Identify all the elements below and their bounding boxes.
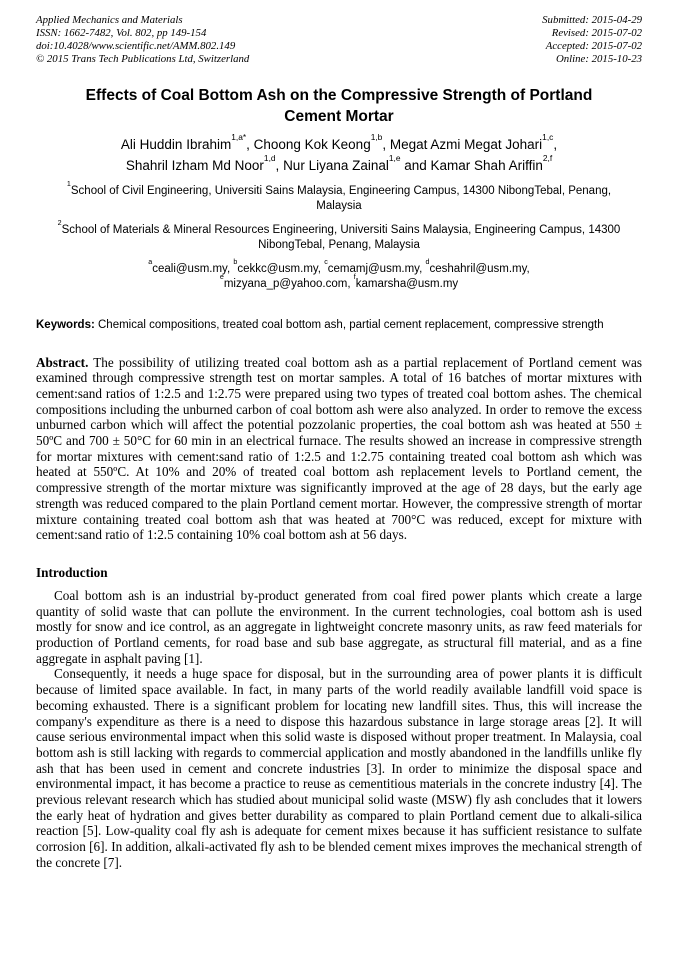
author-list: [36, 131, 642, 176]
affiliation-sup: 2: [57, 218, 62, 227]
author-affil-sup: 1,e: [388, 152, 401, 163]
author-affil-sup: 1,b: [370, 131, 383, 142]
author-affil-sup: 1,d: [263, 152, 276, 163]
author-affil-sup: 2,f: [542, 152, 553, 163]
email-sup: a: [148, 257, 153, 266]
author-affil-sup: 1,a*: [231, 131, 247, 142]
abstract-label: Abstract.: [36, 354, 89, 370]
abstract: [36, 355, 642, 543]
journal-header: [36, 14, 642, 66]
email-sup: f: [353, 272, 356, 281]
journal-issn-volume: ISSN: 1662-7482, Vol. 802, pp 149-154: [36, 27, 207, 39]
email: $^d$ceshahril@usm.my,: [425, 257, 530, 275]
section-heading-introduction: Introduction: [36, 564, 108, 580]
author: Nur Liyana Zainal$^{1,e}$ and: [283, 152, 431, 173]
email-list: [52, 257, 627, 292]
online-date: Online: 2015-10-23: [555, 53, 642, 65]
submitted-date: Submitted: 2015-04-29: [542, 14, 642, 26]
email: $^f$kamarsha@usm.my: [353, 272, 459, 290]
introduction-paragraph-2: Consequently, it needs a huge space for disposal, but in the surrounding area of power plants it is difficult because of limited space available. In fact, in many parts of the world readily available landfill void space is becoming exhausted. There is a significant problem for locating new landfill sites. Thus, this will increase the company's expenditure as there is a need to dispose this hazardous substance in large storage areas [2]. It will cause serious environmental impact when this solid waste is disposed without proper treatment. In Malaysia, coal bottom ash is still lacking with regards to commercial application and mostly abandoned in the landfills unlike fly ash that has been used in cement and concrete industries [3]. In order to minimize the disposal space and environmental impact, it has become a practice to reuse as cementitious materials in the concrete industry [4]. The previous relevant research which has studied about municipal solid waste (MSW) fly ash concludes that it lowers the early heat of hydration and gives better durability as compared to plain Portland cement due to alkali-silica reaction [5]. Low-quality coal fly ash is adequate for cement mixes because it has sufficient resistance to sulfate corrosion [6]. In addition, alkali-activated fly ash to be blended cement mixes improves the mechanical strength of the concrete [7].: [36, 666, 642, 870]
keywords-text: Chemical compositions, treated coal bottom ash, partial cement replacement, compressive strength: [98, 319, 604, 331]
accepted-date: Accepted: 2015-07-02: [545, 40, 642, 52]
submission-dates-block: [542, 14, 642, 66]
email-sup: b: [233, 257, 238, 266]
author: Kamar Shah Ariffin$^{2,f}$: [430, 152, 553, 173]
author-affil-sup: 1,c: [542, 131, 554, 142]
email: $^e$mizyana_p@yahoo.com,: [219, 272, 354, 290]
journal-doi: doi:10.4028/www.scientific.net/AMM.802.149: [36, 40, 236, 52]
revised-date: Revised: 2015-07-02: [551, 27, 642, 39]
email-sup: d: [425, 257, 430, 266]
affiliation-2: $^2$School of Materials & Mineral Resources Engineering, Universiti Sains Malaysia, Engineering Campus, 14300 NibongTebal, Penang, Malaysia: [57, 218, 621, 251]
keywords-line: [36, 318, 642, 334]
email: $^c$cemamj@usm.my,: [324, 257, 426, 275]
journal-copyright: © 2015 Trans Tech Publications Ltd, Switzerland: [36, 53, 250, 65]
journal-info-block: [36, 14, 249, 66]
paper-title: Effects of Coal Bottom Ash on the Compressive Strength of Portland Cement Mortar: [85, 87, 593, 125]
journal-name: Applied Mechanics and Materials: [36, 14, 183, 26]
author: Shahril Izham Md Noor$^{1,d}$,: [125, 152, 284, 173]
email-sup: c: [324, 257, 328, 266]
email: $^b$cekkc@usm.my,: [233, 257, 325, 275]
author: Megat Azmi Megat Johari$^{1,c}$,: [389, 131, 558, 152]
introduction-paragraph-1: Coal bottom ash is an industrial by-product generated from coal fired power plants which create a large quantity of solid waste that can pollute the environment. In the current technologies, coal bottom ash is used mostly for snow and ice control, as an aggregate in lightweight concrete masonry units, as raw feed materials for production of Portland cements, for road base and sub base aggregate, as structural fill material, and as a fine aggregate in asphalt paving [1].: [36, 587, 642, 666]
affiliation-1: $^1$School of Civil Engineering, Universiti Sains Malaysia, Engineering Campus, 14300 NibongTebal, Penang, Malaysia: [66, 179, 612, 212]
keywords-label: Keywords:: [36, 319, 95, 331]
affiliation-sup: 1: [66, 179, 71, 188]
email-sup: e: [219, 272, 224, 281]
email: $^a$ceali@usm.my,: [148, 257, 234, 275]
abstract-text: The possibility of utilizing treated coal bottom ash as a partial replacement of Portland cement was examined through compressive strength test on mortar samples. A total of 16 batches of mortar mixtures with cement:sand ratios of 1:2.5 and 1:2.75 were prepared using two types of treated coal bottom ashes. The chemical compositions including the unburned carbon of coal bottom ash were also analyzed. In order to remove the excess unburned carbon which will affect the potential pozzolanic properties, the coal bottom ash was heated at 550 ± 50ºC and 700 ± 50°C for 60 min in an electrical furnace. The results showed an increase in compressive strength for mortar mixtures with cement:sand ratio of 1:2.5 and 1:2.75 containing treated coal bottom ash which was heated at 550ºC. At 10% and 20% of treated coal bottom ash replacement levels to Portland cement, the compressive strength of the mortar mixture was significantly improved at the age of 28 days, but the early age strength was reduced compared to the plain Portland cement mortar. However, the compressive strength of mortar mixture containing treated coal bottom ash that was heated at 700°C was reduced, except for mixture with cement:sand ratio of 1:2.5 containing 10% coal bottom ash at 56 days.: [36, 354, 642, 543]
author: Ali Huddin Ibrahim$^{1,a*}$,: [120, 131, 254, 152]
author: Choong Kok Keong$^{1,b}$,: [253, 131, 390, 152]
